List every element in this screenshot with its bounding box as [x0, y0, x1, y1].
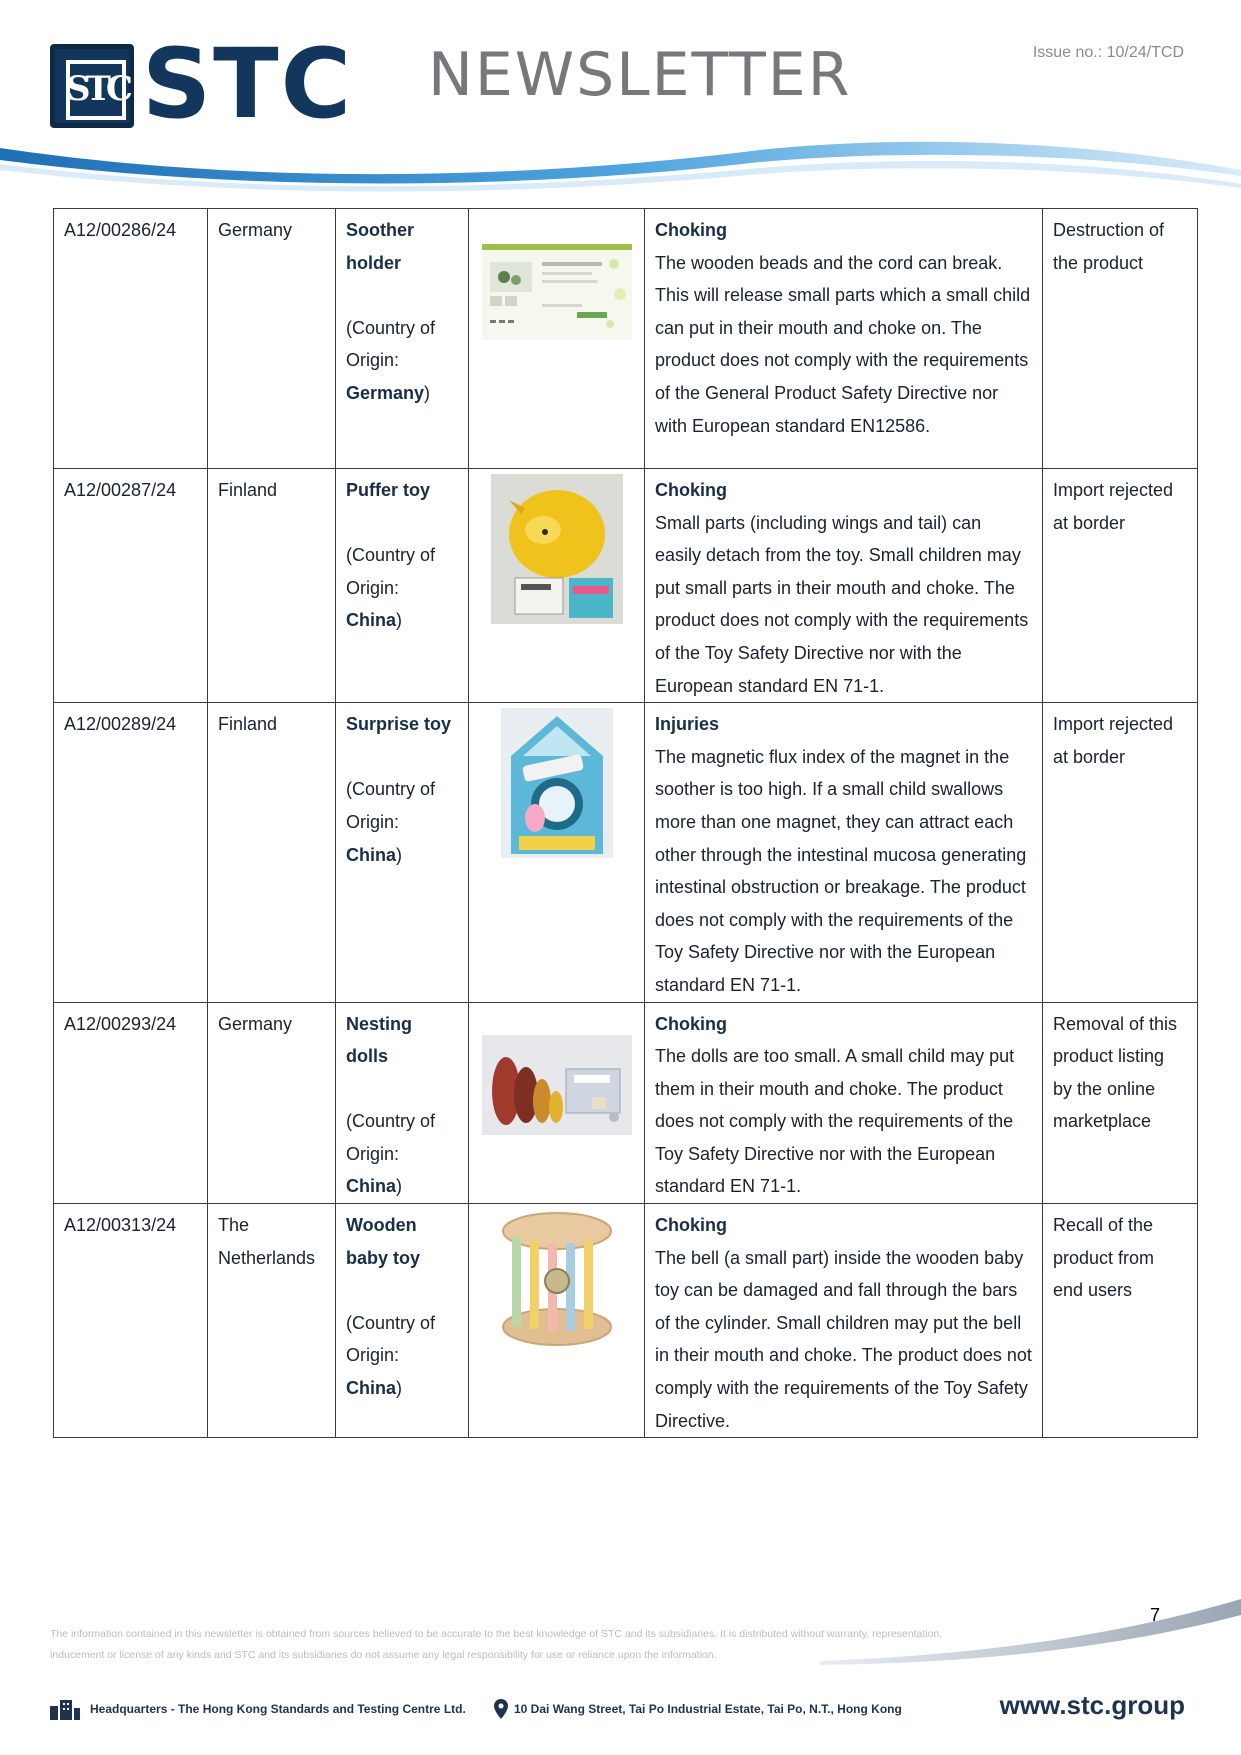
reference-cell: A12/00287/24	[54, 469, 208, 703]
notifying-country-cell: The Netherlands	[208, 1204, 336, 1438]
surprise-toy-box-photo-icon	[501, 708, 613, 858]
nesting-dolls-photo-icon	[482, 1035, 632, 1135]
table-row	[54, 469, 1198, 703]
hazard-type: Injuries	[655, 714, 720, 735]
hazard-description: The bell (a small part) inside the wooden baby toy can be damaged and fall through the bars of the cylinder. Small children may put the bell in their mouth and choke. The product does not comply with the requirements of the Toy Safety Directive.	[655, 1247, 1032, 1431]
hazard-type: Choking	[655, 480, 727, 500]
product-image-cell	[469, 1002, 645, 1204]
hazard-cell	[645, 209, 1043, 469]
recall-table	[53, 208, 1198, 1438]
table-row	[54, 1002, 1198, 1204]
product-image-cell	[469, 209, 645, 469]
product-name: Wooden baby toy	[346, 1215, 421, 1268]
product-name: Surprise toy	[346, 714, 452, 735]
measure-cell: Import rejected at border	[1043, 469, 1198, 703]
wooden-rattle-photo-icon	[498, 1209, 616, 1349]
table-row	[54, 1204, 1198, 1438]
page-number: 7	[1150, 1605, 1161, 1625]
hazard-cell	[645, 1002, 1043, 1204]
header-swoosh-icon	[0, 130, 1241, 200]
disclaimer-text: The information contained in this newsletter is obtained from sources believed to be accurate to the best knowledge of STC and its subsidiaries. It is distributed without warranty, representation, inducement or license of any kinds and STC and its subsidiaries do not assume any legal responsibility for use or reliance upon the information.	[50, 1628, 943, 1661]
reference-cell: A12/00286/24	[54, 209, 208, 469]
product-name: Soother holder	[346, 220, 415, 273]
yellow-puffer-toy-photo-icon	[491, 474, 623, 624]
website-link[interactable]: www.stc.group	[999, 1690, 1185, 1720]
product-image-cell	[469, 469, 645, 703]
hazard-type: Choking	[655, 1013, 727, 1034]
notifying-country-cell: Finland	[208, 469, 336, 703]
hazard-cell	[645, 1204, 1043, 1438]
country-of-origin: (Country of Origin: China)	[346, 545, 436, 631]
product-cell	[336, 469, 469, 703]
measure-cell: Recall of the product from end users	[1043, 1204, 1198, 1438]
building-icon	[48, 1698, 82, 1720]
table-row	[54, 209, 1198, 469]
stc-logo	[50, 28, 354, 140]
product-cell	[336, 1002, 469, 1204]
table-row	[54, 703, 1198, 1002]
product-image-cell	[469, 1204, 645, 1438]
hazard-description: Small parts (including wings and tail) can easily detach from the toy. Small children may put small parts in their mouth and choke. The product does not comply with the requirements of the Toy Safety Directive nor with the European standard EN 71-1.	[655, 512, 1029, 696]
stc-logo-text: STC	[142, 28, 354, 140]
reference-cell: A12/00313/24	[54, 1204, 208, 1438]
product-image-cell	[469, 703, 645, 1002]
reference-cell: A12/00293/24	[54, 1002, 208, 1204]
notifying-country-cell: Germany	[208, 209, 336, 469]
measure-cell: Import rejected at border	[1043, 703, 1198, 1002]
product-name: Puffer toy	[346, 480, 431, 500]
stc-logo-mark-icon: STC	[50, 44, 134, 128]
newsletter-title: NEWSLETTER	[428, 40, 852, 110]
hazard-type: Choking	[655, 1215, 727, 1236]
country-of-origin: (Country of Origin: Germany)	[346, 317, 436, 403]
reference-cell: A12/00289/24	[54, 703, 208, 1002]
product-cell	[336, 1204, 469, 1438]
hazard-cell	[645, 469, 1043, 703]
location-pin-icon	[494, 1699, 508, 1719]
country-of-origin: (Country of Origin: China)	[346, 1312, 436, 1399]
measure-cell: Destruction of the product	[1043, 209, 1198, 469]
notifying-country-cell: Germany	[208, 1002, 336, 1204]
issue-number: Issue no.: 10/24/TCD	[1032, 44, 1184, 61]
measure-cell: Removal of this product listing by the online marketplace	[1043, 1002, 1198, 1204]
address-text: 10 Dai Wang Street, Tai Po Industrial Estate, Tai Po, N.T., Hong Kong	[514, 1702, 902, 1716]
headquarters-text: Headquarters - The Hong Kong Standards and Testing Centre Ltd.	[90, 1702, 466, 1716]
product-cell	[336, 209, 469, 469]
webpage-screenshot-thumbnail-icon	[482, 244, 632, 340]
headquarters	[48, 1697, 466, 1721]
hazard-description: The wooden beads and the cord can break. This will release small parts which a small child can put in their mouth and choke on. The product does not comply with the requirements of the General Product Safety Directive nor with European standard EN12586.	[655, 252, 1031, 436]
hazard-type: Choking	[655, 220, 727, 240]
product-name: Nesting dolls	[346, 1013, 413, 1067]
address	[494, 1697, 902, 1721]
product-cell	[336, 703, 469, 1002]
country-of-origin: (Country of Origin: China)	[346, 1111, 436, 1197]
country-of-origin: (Country of Origin: China)	[346, 779, 436, 865]
notifying-country-cell: Finland	[208, 703, 336, 1002]
hazard-cell	[645, 703, 1043, 1002]
hazard-description: The dolls are too small. A small child may put them in their mouth and choke. The product does not comply with the requirements of the Toy Safety Directive nor with the European standard EN 71-1.	[655, 1046, 1015, 1197]
hazard-description: The magnetic flux index of the magnet in the soother is too high. If a small child swallows more than one magnet, they can attract each other through the intestinal mucosa generating intestinal obstruction or breakage. The product does not comply with the requirements of the Toy Safety Directive nor with the European standard EN 71-1.	[655, 746, 1027, 995]
